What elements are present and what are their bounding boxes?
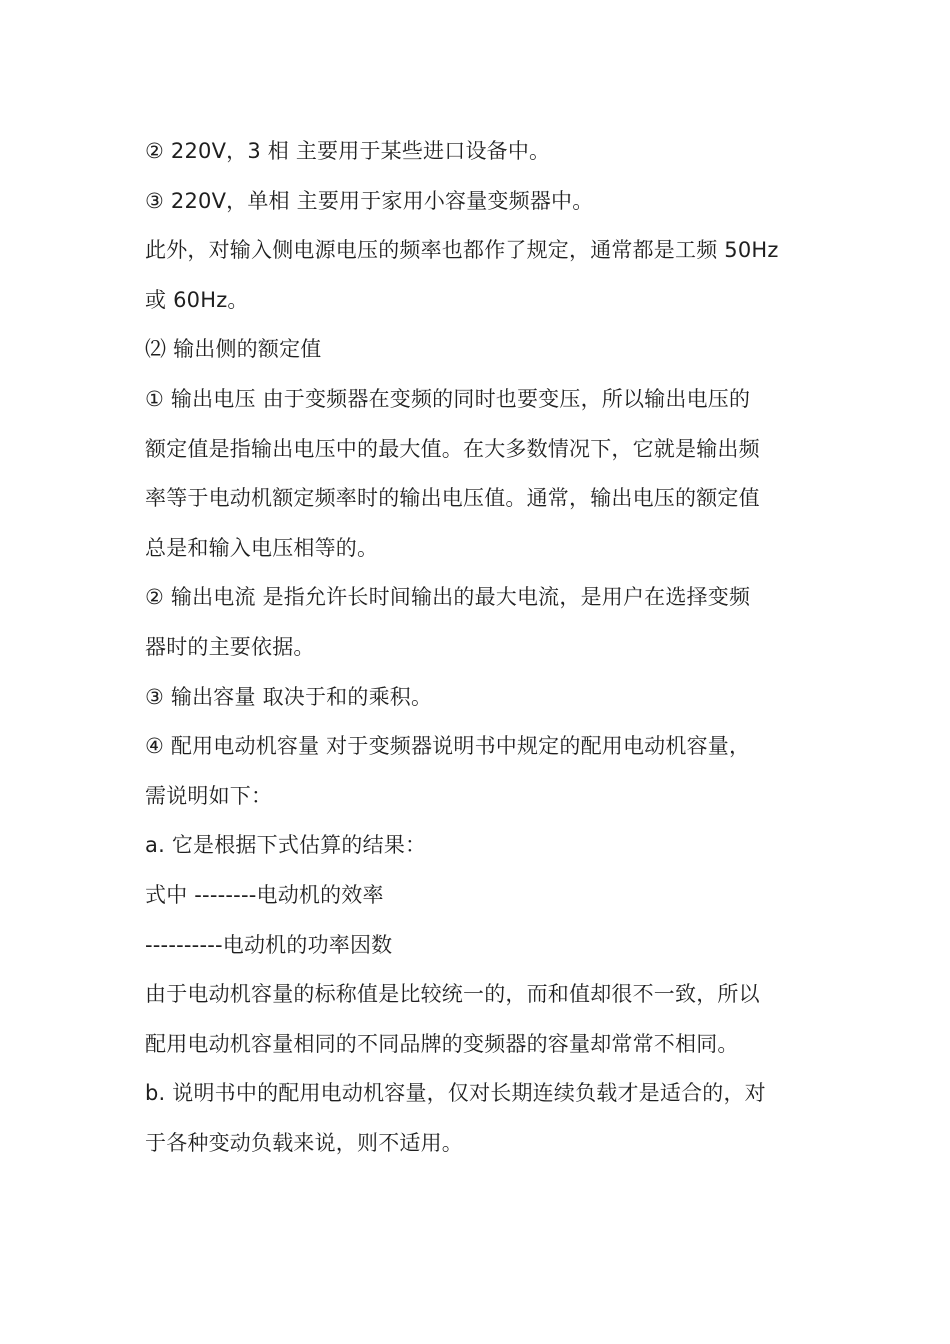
formula-note-efficiency: 式中 --------电动机的效率 xyxy=(145,882,384,907)
text-line-frequency-note: 此外，对输入侧电源电压的频率也都作了规定，通常都是工频 50Hz xyxy=(145,238,779,263)
text-line-motor-capacity: ④ 配用电动机容量 对于变频器说明书中规定的配用电动机容量， xyxy=(145,734,751,759)
text-line-frequency-note-cont: 或 60Hz。 xyxy=(145,287,249,312)
list-item-a: a. 它是根据下式估算的结果： xyxy=(145,833,427,858)
section-heading-output-ratings: ⑵ 输出侧的额定值 xyxy=(145,337,322,362)
text-line-output-voltage-cont-1: 额定值是指输出电压中的最大值。在大多数情况下，它就是输出频 xyxy=(145,436,760,461)
text-line-output-voltage: ① 输出电压 由于变频器在变频的同时也要变压，所以输出电压的 xyxy=(145,386,751,411)
text-line-input-220v-3phase: ② 220V，3 相 主要用于某些进口设备中。 xyxy=(145,139,551,163)
text-line-output-capacity: ③ 输出容量 取决于和的乘积。 xyxy=(145,684,433,709)
text-line-output-voltage-cont-3: 总是和输入电压相等的。 xyxy=(145,535,379,560)
text-line-output-current: ② 输出电流 是指允许长时间输出的最大电流，是用户在选择变频 xyxy=(145,585,751,610)
text-line-capacity-difference: 由于电动机容量的标称值是比较统一的，而和值却很不一致，所以 xyxy=(145,982,760,1007)
text-line-output-current-cont: 器时的主要依据。 xyxy=(145,634,315,659)
list-item-b: b. 说明书中的配用电动机容量，仅对长期连续负载才是适合的，对 xyxy=(145,1081,766,1106)
text-line-output-voltage-cont-2: 率等于电动机额定频率时的输出电压值。通常，输出电压的额定值 xyxy=(145,486,760,511)
formula-note-power-factor: ----------电动机的功率因数 xyxy=(145,932,393,957)
document-body xyxy=(145,127,815,1168)
text-line-input-220v-single-phase: ③ 220V，单相 主要用于家用小容量变频器中。 xyxy=(145,188,594,213)
text-line-motor-capacity-cont: 需说明如下： xyxy=(145,783,273,808)
list-item-b-cont: 于各种变动负载来说，则不适用。 xyxy=(145,1130,463,1155)
text-line-capacity-difference-cont: 配用电动机容量相同的不同品牌的变频器的容量却常常不相同。 xyxy=(145,1031,739,1056)
